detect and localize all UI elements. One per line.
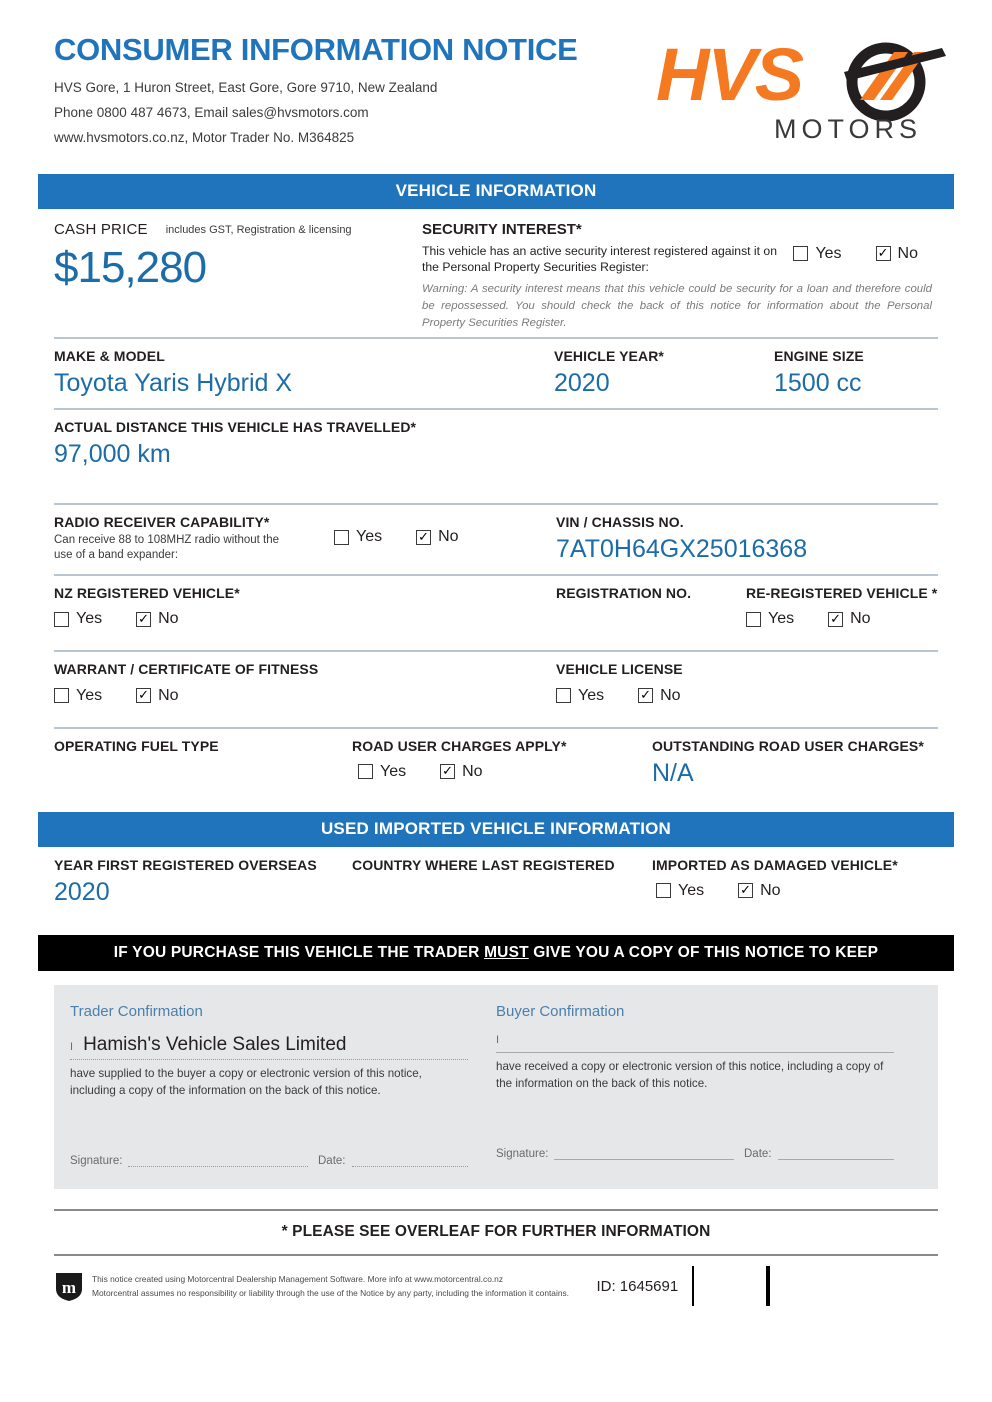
motorcentral-shield-icon: [54, 1270, 84, 1302]
re-registered-label: RE-REGISTERED VEHICLE *: [746, 585, 938, 602]
checkbox-label: Yes: [578, 686, 605, 704]
warrant-no[interactable]: [136, 687, 178, 705]
nz-registered-label: NZ REGISTERED VEHICLE*: [54, 585, 240, 602]
svg-text:MOTORS: MOTORS: [774, 114, 923, 144]
ruc-apply-label: ROAD USER CHARGES APPLY*: [352, 737, 567, 754]
vehicle-year-field: [554, 348, 774, 398]
radio-receiver-field: [54, 514, 334, 564]
checkbox-checked-icon[interactable]: ✓: [876, 246, 891, 261]
fuel-type-field: [54, 738, 352, 788]
must-keep-copy-banner: [38, 935, 954, 971]
trader-confirmation-block: [70, 1003, 496, 1168]
buyer-name-field[interactable]: [496, 1034, 894, 1053]
vehicle-license-yes[interactable]: [556, 687, 604, 705]
date-line[interactable]: [778, 1148, 895, 1160]
vehicle-license-no[interactable]: [638, 687, 680, 705]
buyer-confirmation-block: [496, 1003, 922, 1168]
ruc-apply-yes[interactable]: [358, 763, 406, 781]
checkbox-unchecked-icon[interactable]: [358, 764, 373, 779]
checkbox-label: Yes: [380, 762, 407, 780]
hvs-motors-logo-icon: [654, 34, 954, 149]
cash-price-block: [54, 221, 422, 332]
checkbox-label: No: [158, 686, 179, 704]
security-interest-block: [422, 221, 938, 332]
checkbox-unchecked-icon[interactable]: [54, 688, 69, 703]
checkbox-label: Yes: [76, 686, 103, 704]
motorcentral-disclaimer: [92, 1272, 580, 1301]
registration-no-field: [556, 585, 746, 628]
buyer-signature-label: Signature:: [496, 1148, 549, 1161]
trader-name-value: Hamish's Vehicle Sales Limited: [83, 1033, 347, 1055]
trader-date-field[interactable]: [318, 1155, 468, 1167]
nz-registered-field: [54, 585, 556, 628]
engine-size-value: 1500 cc: [774, 369, 862, 398]
engine-size-label: ENGINE SIZE: [774, 348, 864, 365]
imported-details-row: [38, 847, 954, 919]
radio-receiver-checkboxes: [334, 514, 556, 564]
registration-row: [38, 576, 954, 638]
checkbox-label: No: [850, 610, 871, 628]
confirmations-panel: [54, 985, 938, 1190]
vin-label: VIN / CHASSIS NO.: [556, 514, 684, 531]
checkbox-checked-icon[interactable]: ✓: [136, 612, 151, 627]
country-last-registered-label: COUNTRY WHERE LAST REGISTERED: [352, 856, 615, 873]
security-interest-no[interactable]: [876, 245, 918, 263]
imported-damaged-yes[interactable]: [656, 882, 704, 900]
engine-size-field: [774, 348, 938, 398]
checkbox-checked-icon[interactable]: ✓: [828, 612, 843, 627]
signature-line[interactable]: [128, 1155, 308, 1167]
checkbox-label: Yes: [678, 881, 705, 899]
fuel-type-label: OPERATING FUEL TYPE: [54, 737, 219, 754]
vehicle-license-label: VEHICLE LICENSE: [556, 661, 683, 678]
trader-signature-row: [70, 1155, 468, 1167]
security-interest-warning: Warning: A security interest means that this vehicle could be security for a loan and therefore could be repossessed. You should check the back of this notice for information about the Personal Property Securities Register.: [422, 283, 932, 329]
checkbox-label: Yes: [815, 244, 842, 262]
vin-value: 7AT0H64GX25016368: [556, 535, 808, 564]
year-first-registered-value: 2020: [54, 877, 110, 906]
nz-registered-yes[interactable]: [54, 610, 102, 628]
security-interest-checkboxes: [793, 245, 918, 263]
trader-name-prefix: I: [70, 1040, 74, 1053]
make-model-label: MAKE & MODEL: [54, 348, 165, 365]
ruc-outstanding-value: N/A: [652, 758, 694, 787]
checkbox-checked-icon[interactable]: ✓: [136, 688, 151, 703]
overleaf-note: * PLEASE SEE OVERLEAF FOR FURTHER INFORMATION: [281, 1223, 711, 1241]
buyer-confirmation-title: Buyer Confirmation: [496, 1002, 625, 1020]
checkbox-label: No: [462, 762, 483, 780]
radio-yes[interactable]: [334, 528, 382, 546]
vehicle-year-value: 2020: [554, 369, 610, 398]
checkbox-label: No: [158, 610, 179, 628]
checkbox-unchecked-icon[interactable]: [54, 612, 69, 627]
checkbox-label: Yes: [76, 610, 103, 628]
imported-damaged-label: IMPORTED AS DAMAGED VEHICLE*: [652, 856, 898, 873]
radio-no[interactable]: [416, 528, 458, 546]
re-registered-yes[interactable]: [746, 610, 794, 628]
trader-confirmation-body: have supplied to the buyer a copy or electronic version of this notice, including a copy of the information on the back of this notice.: [70, 1066, 422, 1097]
signature-line[interactable]: [554, 1148, 734, 1160]
distance-travelled-row: [38, 410, 954, 479]
vehicle-information-banner: VEHICLE INFORMATION: [38, 174, 954, 209]
make-year-engine-row: [38, 339, 954, 408]
buyer-name-prefix: I: [496, 1033, 500, 1046]
distance-label: ACTUAL DISTANCE THIS VEHICLE HAS TRAVELLED*: [54, 419, 417, 436]
document-header: [38, 0, 954, 156]
checkbox-unchecked-icon[interactable]: [746, 612, 761, 627]
ruc-apply-no[interactable]: [440, 763, 482, 781]
svg-text:m: m: [61, 1278, 77, 1298]
date-line[interactable]: [352, 1155, 469, 1167]
radio-receiver-sub: Can receive 88 to 108MHZ radio without the use of a band expander:: [54, 534, 280, 561]
checkbox-checked-icon[interactable]: ✓: [416, 530, 431, 545]
year-first-registered-field: [54, 857, 352, 907]
ruc-outstanding-field: [652, 738, 938, 788]
motorcentral-disclaimer-line2: Motorcentral assumes no responsibility or liability through the use of the Notice by any party, including the information it contains.: [92, 1288, 569, 1299]
page-title: CONSUMER INFORMATION NOTICE: [54, 32, 578, 67]
trader-confirmation-title: Trader Confirmation: [70, 1002, 203, 1020]
checkbox-unchecked-icon[interactable]: [334, 530, 349, 545]
year-first-registered-label: YEAR FIRST REGISTERED OVERSEAS: [54, 856, 317, 873]
document-id: ID: 1645691: [596, 1277, 679, 1295]
checkbox-checked-icon[interactable]: ✓: [738, 883, 753, 898]
cash-price-note: includes GST, Registration & licensing: [165, 223, 352, 236]
radio-vin-row: [38, 505, 954, 574]
trader-name-field[interactable]: [70, 1034, 468, 1060]
checkbox-label: Yes: [768, 610, 795, 628]
vin-field: [556, 514, 938, 564]
checkbox-checked-icon[interactable]: ✓: [638, 688, 653, 703]
trader-signature-label: Signature:: [70, 1155, 123, 1168]
warrant-field: [54, 661, 556, 704]
cash-price-security-row: [38, 209, 954, 338]
notice-banner-emphasis: MUST: [484, 943, 529, 961]
buyer-date-field[interactable]: [744, 1148, 894, 1160]
re-registered-field: [746, 585, 938, 628]
dealer-contact: Phone 0800 487 4673, Email sales@hvsmotors.com: [54, 104, 369, 120]
checkbox-label: No: [897, 244, 918, 262]
security-interest-yes[interactable]: [793, 245, 841, 263]
distance-value: 97,000 km: [54, 440, 171, 469]
re-registered-no[interactable]: [828, 610, 870, 628]
svg-text:HVS: HVS: [656, 34, 803, 116]
imported-damaged-field: [652, 857, 938, 907]
checkbox-label: No: [438, 528, 459, 546]
ruc-apply-field: [352, 738, 652, 788]
country-last-registered-field: [352, 857, 652, 907]
fuel-ruc-row: [38, 729, 954, 798]
document-footer: [38, 1256, 954, 1306]
checkbox-unchecked-icon[interactable]: [793, 246, 808, 261]
dealer-web-trader-no: www.hvsmotors.co.nz, Motor Trader No. M364825: [54, 129, 355, 145]
buyer-confirmation-body: have received a copy or electronic version of this notice, including a copy of the information on the back of this notice.: [496, 1059, 884, 1090]
checkbox-label: Yes: [356, 528, 383, 546]
vehicle-license-field: [556, 661, 938, 704]
checkbox-unchecked-icon[interactable]: [656, 883, 671, 898]
make-model-value: Toyota Yaris Hybrid X: [54, 369, 293, 398]
cash-price-label: CASH PRICE: [54, 220, 148, 238]
buyer-date-label: Date:: [744, 1148, 772, 1161]
footer-id-barcode: [580, 1266, 938, 1306]
warrant-label: WARRANT / CERTIFICATE OF FITNESS: [54, 661, 319, 678]
notice-banner-after: GIVE YOU A COPY OF THIS NOTICE TO KEEP: [528, 943, 879, 961]
used-imported-banner: USED IMPORTED VEHICLE INFORMATION: [38, 812, 954, 847]
checkbox-label: No: [660, 686, 681, 704]
security-interest-label: SECURITY INTEREST*: [422, 220, 582, 238]
checkbox-label: No: [760, 881, 781, 899]
nz-registered-no[interactable]: [136, 610, 178, 628]
notice-banner-before: IF YOU PURCHASE THIS VEHICLE THE TRADER: [113, 943, 485, 961]
make-model-field: [54, 348, 554, 398]
warrant-license-row: [38, 652, 954, 714]
dealer-address: HVS Gore, 1 Huron Street, East Gore, Gore 9710, New Zealand: [54, 80, 438, 95]
trader-signature-field[interactable]: [70, 1155, 308, 1167]
vehicle-year-label: VEHICLE YEAR*: [554, 348, 664, 365]
motorcentral-disclaimer-line1: This notice created using Motorcentral Dealership Management Software. More info at www.motorcentral.co.nz: [92, 1273, 504, 1284]
checkbox-checked-icon[interactable]: ✓: [440, 764, 455, 779]
security-interest-body: This vehicle has an active security interest registered against it on the Personal Property Securities Register:: [422, 243, 777, 274]
registration-no-label: REGISTRATION NO.: [556, 585, 692, 602]
cash-price-value: $15,280: [54, 242, 207, 292]
barcode-icon: [692, 1266, 938, 1306]
checkbox-unchecked-icon[interactable]: [556, 688, 571, 703]
buyer-signature-field[interactable]: [496, 1148, 734, 1160]
ruc-outstanding-label: OUTSTANDING ROAD USER CHARGES*: [652, 737, 924, 754]
buyer-signature-row: [496, 1148, 894, 1160]
warrant-yes[interactable]: [54, 687, 102, 705]
radio-receiver-label: RADIO RECEIVER CAPABILITY*: [54, 514, 270, 531]
header-text-block: [38, 34, 577, 156]
trader-date-label: Date:: [318, 1155, 346, 1168]
imported-damaged-no[interactable]: [738, 882, 780, 900]
